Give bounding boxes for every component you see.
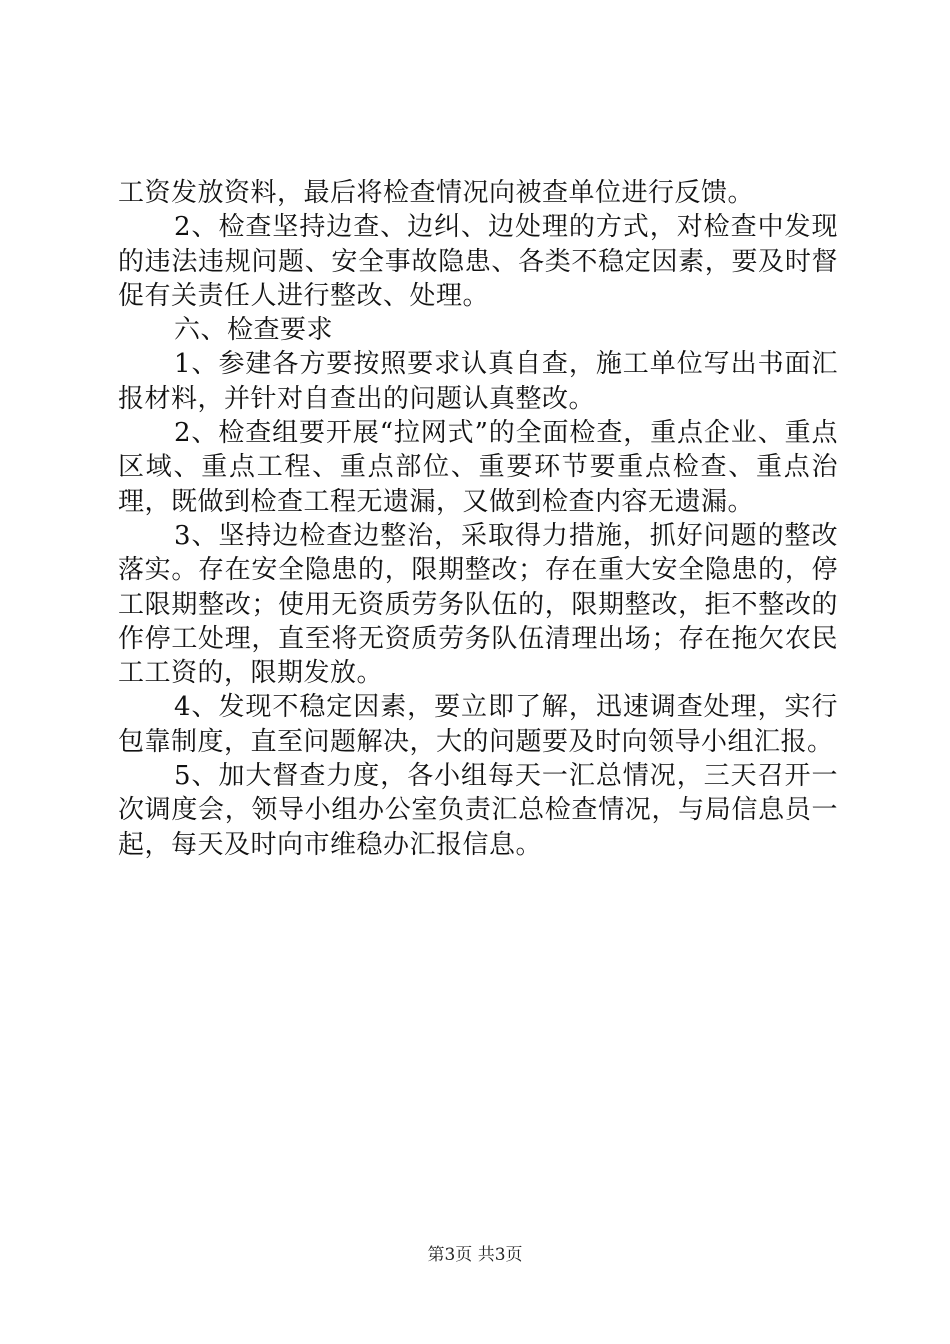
paragraph-5: 2、检查组要开展“拉网式”的全面检查，重点企业、重点区域、重点工程、重点部位、重要环节要重点检查、重点治理，既做到检查工程无遗漏，又做到检查内容无遗漏。 [118, 418, 838, 517]
page-number-footer: 第3页 共3页 [427, 1245, 523, 1265]
paragraph-1: 工资发放资料，最后将检查情况向被查单位进行反馈。 [118, 178, 755, 208]
paragraph-7: 4、发现不稳定因素，要立即了解，迅速调查处理，实行包靠制度，直至问题解决，大的问题要及时向领导小组汇报。 [118, 692, 838, 757]
paragraph-8: 5、加大督查力度，各小组每天一汇总情况，三天召开一次调度会，领导小组办公室负责汇总检查情况，与局信息员一起，每天及时向市维稳办汇报信息。 [118, 761, 838, 860]
section-heading: 六、检查要求 [174, 315, 334, 346]
paragraph-6: 3、坚持边检查边整治，采取得力措施，抓好问题的整改落实。存在安全隐患的，限期整改；存在重大安全隐患的，停工限期整改；使用无资质劳务队伍的，限期整改，拒不整改的作停工处理，直至将无资质劳务队伍清理出场；存在拖欠农民工工资的，限期发放。 [118, 520, 838, 689]
paragraph-4: 1、参建各方要按照要求认真自查，施工单位写出书面汇报材料，并针对自查出的问题认真整改。 [118, 349, 838, 414]
document-body [118, 176, 838, 862]
paragraph-2: 2、检查坚持边查、边纠、边处理的方式，对检查中发现的违法违规问题、安全事故隐患、各类不稳定因素，要及时督促有关责任人进行整改、处理。 [118, 212, 838, 311]
